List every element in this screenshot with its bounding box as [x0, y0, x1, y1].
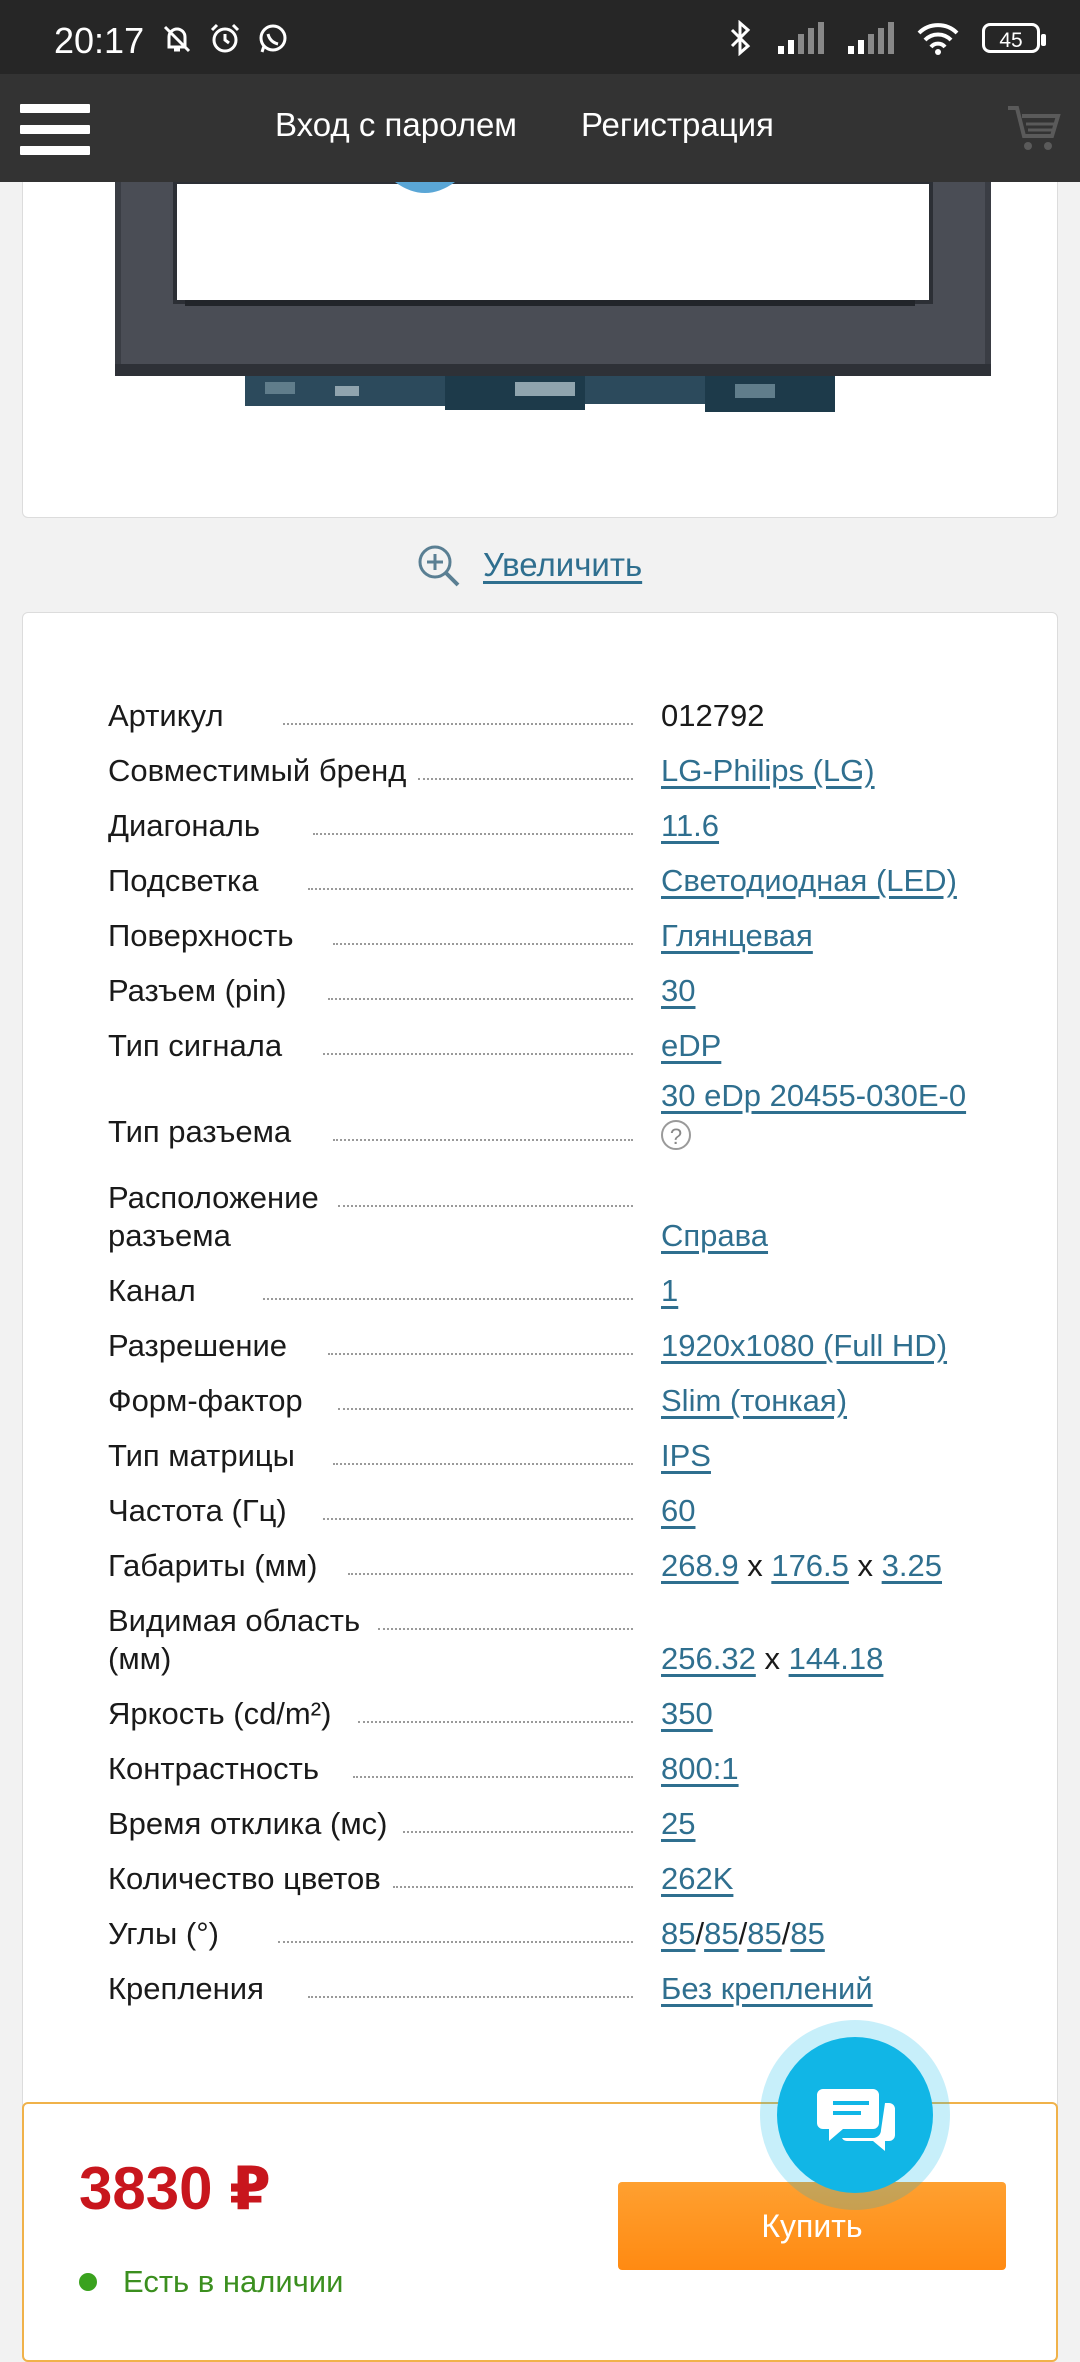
- channel-link[interactable]: 1: [661, 1273, 679, 1308]
- spec-label: Габариты (мм): [108, 1547, 448, 1585]
- form-factor-link[interactable]: Slim (тонкая): [661, 1383, 848, 1418]
- spec-value: [661, 862, 957, 900]
- spec-label: Яркость (cd/m²): [108, 1695, 448, 1733]
- status-time: 20:17: [54, 20, 145, 61]
- status-icons-left: [160, 22, 290, 56]
- surface-link[interactable]: Глянцевая: [661, 918, 813, 953]
- buy-button[interactable]: Купить: [618, 2182, 1006, 2270]
- frequency-link[interactable]: 60: [661, 1493, 696, 1528]
- spec-label: Разъем (pin): [108, 972, 448, 1010]
- angle-link[interactable]: 85: [704, 1916, 739, 1951]
- spec-value: 012792: [661, 698, 765, 733]
- spec-label: Видимая область (мм): [108, 1603, 361, 1676]
- spec-label: Расположение разъема: [108, 1180, 319, 1253]
- specs-card: [22, 612, 1058, 2112]
- spec-value: 256.32 x 144.18: [661, 1641, 884, 1676]
- angle-link[interactable]: 85: [747, 1916, 782, 1951]
- spec-label: Углы (°): [108, 1915, 448, 1953]
- visible-height-link[interactable]: 144.18: [788, 1641, 884, 1676]
- help-icon[interactable]: ?: [661, 1120, 691, 1150]
- product-image-card: [22, 182, 1058, 518]
- zoom-link[interactable]: Увеличить: [483, 546, 643, 583]
- mounts-link[interactable]: Без креплений: [661, 1971, 873, 2006]
- spec-label: Поверхность: [108, 917, 448, 955]
- menu-icon[interactable]: [20, 104, 90, 156]
- product-image[interactable]: [115, 182, 991, 442]
- stock-dot-icon: [79, 2273, 97, 2291]
- spec-label: Контрастность: [108, 1750, 448, 1788]
- connector-type-link[interactable]: 30 eDp 20455-030E-0: [661, 1078, 967, 1113]
- spec-value: [661, 1970, 873, 2008]
- spec-label: Артикул: [108, 697, 448, 735]
- spec-value: [661, 1492, 695, 1530]
- signal-link[interactable]: eDP: [661, 1028, 722, 1063]
- spec-value: [661, 1860, 733, 1898]
- signal-icon: [776, 22, 824, 54]
- bluetooth-icon: [728, 20, 754, 56]
- stock-status: [79, 2264, 343, 2300]
- diagonal-link[interactable]: 11.6: [661, 808, 720, 843]
- stock-label: Есть в наличии: [123, 2264, 344, 2299]
- alarm-icon: [208, 22, 242, 56]
- zoom-in-icon[interactable]: [415, 542, 461, 588]
- matrix-type-link[interactable]: IPS: [661, 1438, 711, 1473]
- spec-value: [661, 752, 875, 790]
- cart-icon[interactable]: [1006, 100, 1062, 156]
- login-link[interactable]: Вход с паролем: [275, 106, 517, 143]
- spec-value: [661, 1272, 678, 1310]
- pins-link[interactable]: 30: [661, 973, 696, 1008]
- spec-label: Подсветка: [108, 862, 448, 900]
- spec-label: Диагональ: [108, 807, 448, 845]
- spec-label: Форм-фактор: [108, 1382, 448, 1420]
- spec-value: [661, 1695, 713, 1733]
- status-icons-right: [728, 20, 1040, 56]
- signal-icon: [846, 22, 894, 54]
- price: 3830 ₽: [79, 2155, 271, 2222]
- spec-value: [661, 917, 813, 955]
- spec-label: Тип сигнала: [108, 1027, 448, 1065]
- spec-value: [661, 1217, 768, 1255]
- chat-button[interactable]: [760, 2020, 950, 2210]
- chat-icon: [777, 2037, 933, 2193]
- spec-value: [661, 1327, 947, 1365]
- battery-icon: 45: [982, 23, 1040, 53]
- colors-link[interactable]: 262K: [661, 1861, 734, 1896]
- spec-value: [661, 1805, 695, 1843]
- register-link[interactable]: Регистрация: [581, 106, 774, 143]
- spec-value: 268.9 x 176.5 x 3.25: [661, 1548, 942, 1583]
- spec-label: Канал: [108, 1272, 448, 1310]
- spec-label: Тип разъема: [108, 1113, 448, 1151]
- spec-label: Разрешение: [108, 1327, 448, 1365]
- connector-pos-link[interactable]: Справа: [661, 1218, 769, 1253]
- visible-width-link[interactable]: 256.32: [661, 1641, 756, 1676]
- angle-link[interactable]: 85: [661, 1916, 696, 1951]
- spec-label: Совместимый бренд: [108, 752, 448, 790]
- spec-value: [661, 1027, 721, 1065]
- spec-value: [661, 807, 719, 845]
- muted-bell-icon: [160, 22, 194, 56]
- wifi-icon: [916, 21, 960, 55]
- spec-value: [661, 972, 695, 1010]
- whatsapp-icon: [256, 22, 290, 56]
- spec-value: [661, 1750, 739, 1788]
- spec-label: Крепления: [108, 1970, 448, 2008]
- spec-label: Частота (Гц): [108, 1492, 448, 1530]
- backlight-link[interactable]: Светодиодная (LED): [661, 863, 957, 898]
- spec-label: Количество цветов: [108, 1860, 448, 1898]
- dimension-depth-link[interactable]: 3.25: [881, 1548, 942, 1583]
- dimension-width-link[interactable]: 268.9: [661, 1548, 739, 1583]
- contrast-link[interactable]: 800:1: [661, 1751, 739, 1786]
- nav-bar: [0, 74, 1080, 182]
- spec-value: [661, 1437, 711, 1475]
- brightness-link[interactable]: 350: [661, 1696, 713, 1731]
- spec-label: Время отклика (мс): [108, 1805, 448, 1843]
- spec-value: [661, 1382, 847, 1420]
- zoom-row[interactable]: [415, 540, 642, 590]
- spec-value: 85/85/85/85: [661, 1916, 825, 1951]
- dimension-height-link[interactable]: 176.5: [771, 1548, 849, 1583]
- spec-label: Тип матрицы: [108, 1437, 448, 1475]
- resolution-link[interactable]: 1920x1080 (Full HD): [661, 1328, 948, 1363]
- status-bar: [0, 0, 1080, 74]
- brand-link[interactable]: LG-Philips (LG): [661, 753, 875, 788]
- spec-value: [661, 1077, 966, 1153]
- angle-link[interactable]: 85: [790, 1916, 825, 1951]
- response-link[interactable]: 25: [661, 1806, 696, 1841]
